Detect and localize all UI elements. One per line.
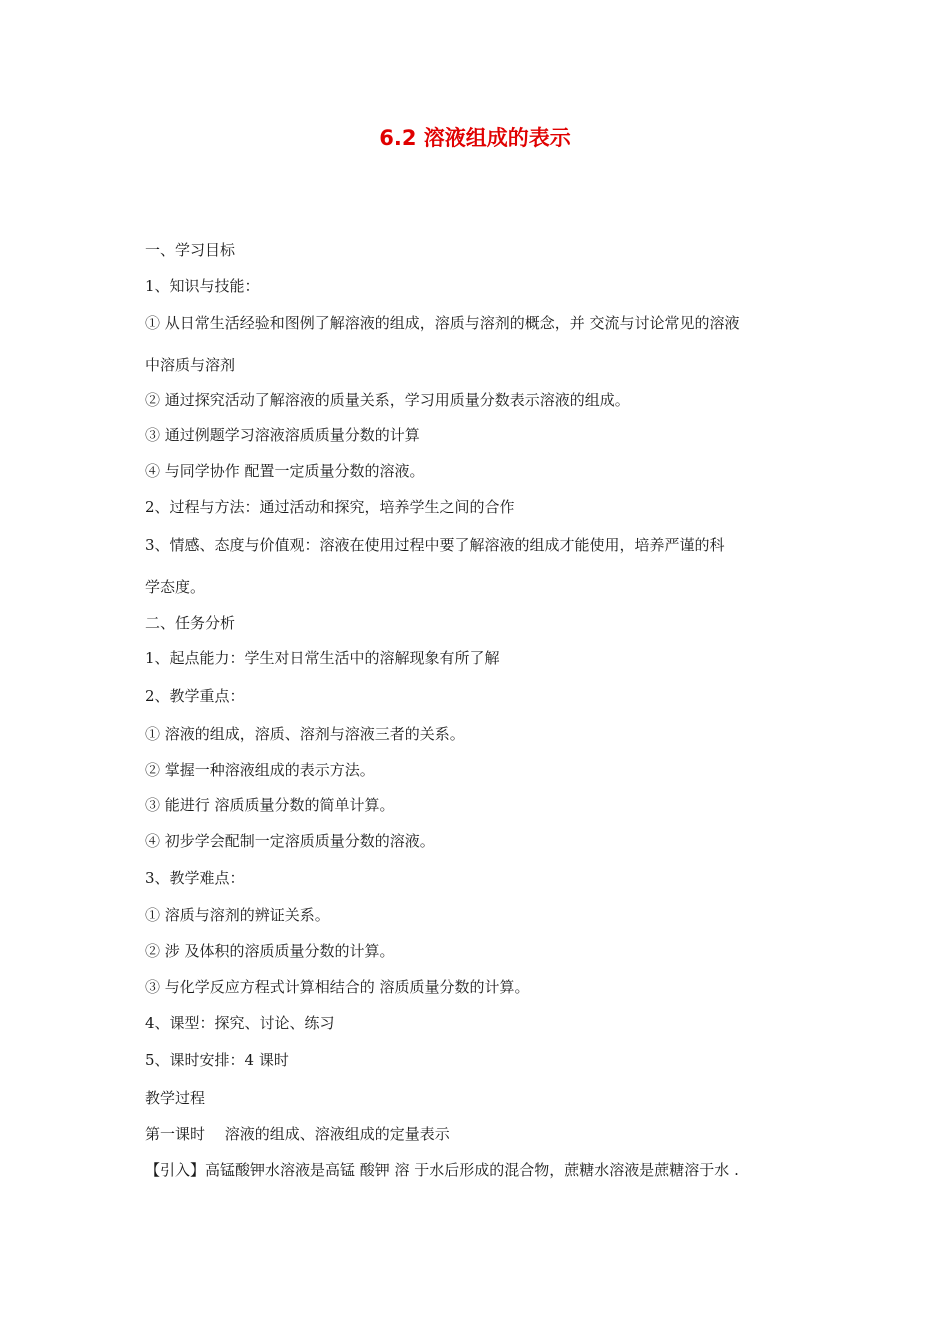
paragraph-line: ① 溶液的组成，溶质、溶剂与溶液三者的关系。	[145, 725, 465, 743]
subheading-difficulties: 3、教学难点：	[145, 869, 245, 887]
section-heading-teaching-process: 教学过程	[145, 1089, 206, 1107]
paragraph-line: 学态度。	[145, 578, 206, 596]
paragraph-line: ② 通过探究活动了解溶液的质量关系，学习用质量分数表示溶液的组成。	[145, 391, 630, 409]
paragraph-line: ④ 初步学会配制一定溶质质量分数的溶液。	[145, 832, 435, 850]
subheading-process-method: 2、过程与方法：通过活动和探究，培养学生之间的合作	[145, 498, 515, 516]
section-heading-objectives: 一、学习目标	[145, 241, 236, 259]
paragraph-line: ③ 与化学反应方程式计算相结合的 溶质质量分数的计算。	[145, 978, 530, 996]
paragraph-line: ③ 能进行 溶质质量分数的简单计算。	[145, 796, 395, 814]
subheading-lesson-schedule: 5、课时安排：4 课时	[145, 1051, 289, 1069]
paragraph-line: ① 溶质与溶剂的辨证关系。	[145, 906, 330, 924]
paragraph-line: ② 涉 及体积的溶质质量分数的计算。	[145, 942, 395, 960]
paragraph-line: ② 掌握一种溶液组成的表示方法。	[145, 761, 375, 779]
subheading-starting-ability: 1、起点能力：学生对日常生活中的溶解现象有所了解	[145, 649, 500, 667]
subheading-lesson-type: 4、课型：探究、讨论、练习	[145, 1014, 335, 1032]
document-title: 6.2 溶液组成的表示	[379, 126, 571, 150]
paragraph-line: ③ 通过例题学习溶液溶质质量分数的计算	[145, 426, 420, 444]
paragraph-line: ④ 与同学协作 配置一定质量分数的溶液。	[145, 462, 425, 480]
paragraph-line: 【引入】高锰酸钾水溶液是高锰 酸钾 溶 于水后形成的混合物，蔗糖水溶液是蔗糖溶于水 .	[145, 1161, 739, 1179]
subheading-attitude: 3、情感、态度与价值观：溶液在使用过程中要了解溶液的组成才能使用，培养严谨的科	[145, 536, 725, 554]
lesson-heading: 第一课时 溶液的组成、溶液组成的定量表示	[145, 1125, 450, 1143]
section-heading-task-analysis: 二、任务分析	[145, 614, 236, 632]
subheading-key-points: 2、教学重点：	[145, 687, 245, 705]
subheading-knowledge-skills: 1、知识与技能：	[145, 277, 260, 295]
paragraph-line: 中溶质与溶剂	[145, 356, 236, 374]
paragraph-line: ① 从日常生活经验和图例了解溶液的组成，溶质与溶剂的概念，并 交流与讨论常见的溶液	[145, 314, 740, 332]
